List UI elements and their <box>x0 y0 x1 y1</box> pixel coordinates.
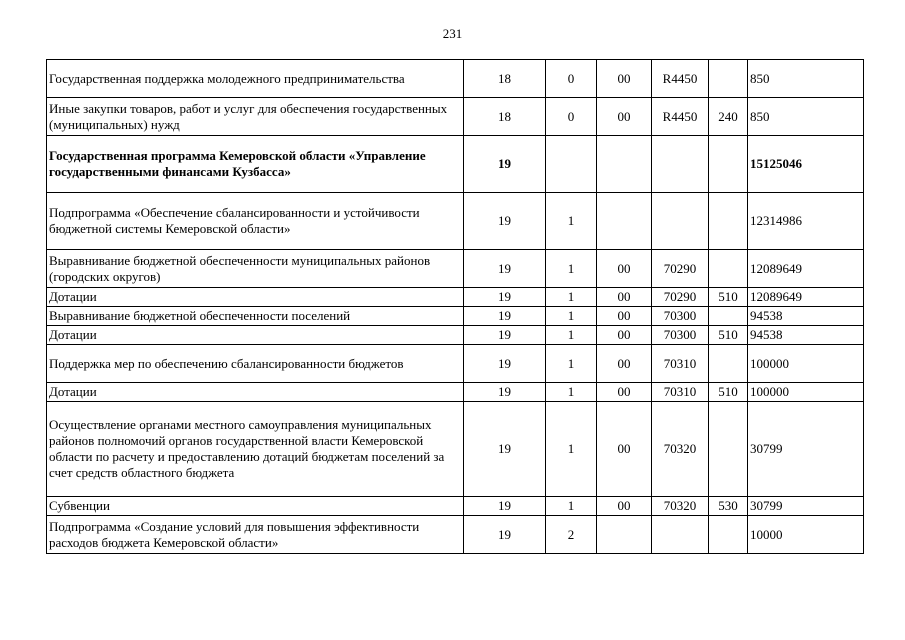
expense-type-code-cell: 510 <box>709 326 748 345</box>
program-code-cell: 19 <box>464 497 546 516</box>
main-event-code-cell <box>597 516 652 554</box>
subprogram-code-cell: 1 <box>546 497 597 516</box>
main-event-code-cell: 00 <box>597 402 652 497</box>
row-name-cell: Субвенции <box>47 497 464 516</box>
direction-code-cell <box>652 193 709 250</box>
amount-cell: 30799 <box>748 402 864 497</box>
row-name-cell: Подпрограмма «Создание условий для повышения эффективности расходов бюджета Кемеровской области» <box>47 516 464 554</box>
direction-code-cell: 70300 <box>652 307 709 326</box>
amount-cell: 10000 <box>748 516 864 554</box>
subprogram-code-cell <box>546 136 597 193</box>
row-name-cell: Подпрограмма «Обеспечение сбалансированности и устойчивости бюджетной системы Кемеровской области» <box>47 193 464 250</box>
expense-type-code-cell <box>709 250 748 288</box>
program-code-cell: 19 <box>464 136 546 193</box>
row-name-cell: Выравнивание бюджетной обеспеченности поселений <box>47 307 464 326</box>
subprogram-code-cell: 1 <box>546 402 597 497</box>
expense-type-code-cell <box>709 516 748 554</box>
table-row <box>47 516 864 554</box>
subprogram-code-cell: 1 <box>546 193 597 250</box>
table-row <box>47 136 864 193</box>
expense-type-code-cell: 530 <box>709 497 748 516</box>
main-event-code-cell: 00 <box>597 98 652 136</box>
expense-type-code-cell <box>709 60 748 98</box>
program-code-cell: 19 <box>464 288 546 307</box>
amount-cell: 15125046 <box>748 136 864 193</box>
row-name-cell: Выравнивание бюджетной обеспеченности муниципальных районов (городских округов) <box>47 250 464 288</box>
table-row <box>47 497 864 516</box>
program-code-cell: 19 <box>464 383 546 402</box>
subprogram-code-cell: 1 <box>546 383 597 402</box>
amount-cell: 100000 <box>748 383 864 402</box>
main-event-code-cell: 00 <box>597 345 652 383</box>
main-event-code-cell <box>597 193 652 250</box>
amount-cell: 94538 <box>748 326 864 345</box>
amount-cell: 12089649 <box>748 250 864 288</box>
table-row <box>47 60 864 98</box>
amount-cell: 850 <box>748 60 864 98</box>
direction-code-cell: 70310 <box>652 383 709 402</box>
program-code-cell: 18 <box>464 98 546 136</box>
table-row <box>47 326 864 345</box>
amount-cell: 30799 <box>748 497 864 516</box>
row-name-cell: Осуществление органами местного самоуправления муниципальных районов полномочий органов государственной власти Кемеровской области по расчету и предоставлению дотаций бюджетам поселений за счет средств областного бюджета <box>47 402 464 497</box>
table-row <box>47 307 864 326</box>
table-row <box>47 402 864 497</box>
subprogram-code-cell: 1 <box>546 250 597 288</box>
main-event-code-cell: 00 <box>597 307 652 326</box>
main-event-code-cell: 00 <box>597 383 652 402</box>
subprogram-code-cell: 0 <box>546 60 597 98</box>
expense-type-code-cell <box>709 402 748 497</box>
program-code-cell: 19 <box>464 326 546 345</box>
table-row <box>47 288 864 307</box>
subprogram-code-cell: 1 <box>546 288 597 307</box>
main-event-code-cell: 00 <box>597 60 652 98</box>
direction-code-cell: 70300 <box>652 326 709 345</box>
main-event-code-cell: 00 <box>597 497 652 516</box>
direction-code-cell: 70290 <box>652 288 709 307</box>
main-event-code-cell: 00 <box>597 326 652 345</box>
program-code-cell: 19 <box>464 250 546 288</box>
program-code-cell: 19 <box>464 516 546 554</box>
program-code-cell: 19 <box>464 307 546 326</box>
direction-code-cell: 70290 <box>652 250 709 288</box>
program-code-cell: 19 <box>464 193 546 250</box>
direction-code-cell: 70310 <box>652 345 709 383</box>
expense-type-code-cell <box>709 345 748 383</box>
amount-cell: 94538 <box>748 307 864 326</box>
subprogram-code-cell: 0 <box>546 98 597 136</box>
direction-code-cell: R4450 <box>652 98 709 136</box>
row-name-cell: Дотации <box>47 326 464 345</box>
direction-code-cell <box>652 516 709 554</box>
subprogram-code-cell: 2 <box>546 516 597 554</box>
row-name-cell: Дотации <box>47 383 464 402</box>
page-number: 231 <box>442 26 463 41</box>
table-row <box>47 193 864 250</box>
table-row <box>47 250 864 288</box>
expense-type-code-cell <box>709 193 748 250</box>
subprogram-code-cell: 1 <box>546 345 597 383</box>
amount-cell: 12089649 <box>748 288 864 307</box>
main-event-code-cell <box>597 136 652 193</box>
expense-type-code-cell: 510 <box>709 383 748 402</box>
program-code-cell: 19 <box>464 402 546 497</box>
expense-type-code-cell <box>709 307 748 326</box>
expense-type-code-cell <box>709 136 748 193</box>
direction-code-cell <box>652 136 709 193</box>
program-code-cell: 18 <box>464 60 546 98</box>
subprogram-code-cell: 1 <box>546 326 597 345</box>
direction-code-cell: 70320 <box>652 402 709 497</box>
table-row <box>47 98 864 136</box>
expense-type-code-cell: 240 <box>709 98 748 136</box>
table-row <box>47 383 864 402</box>
amount-cell: 850 <box>748 98 864 136</box>
expense-type-code-cell: 510 <box>709 288 748 307</box>
table-row <box>47 345 864 383</box>
subprogram-code-cell: 1 <box>546 307 597 326</box>
row-name-cell: Иные закупки товаров, работ и услуг для обеспечения государственных (муниципальных) нужд <box>47 98 464 136</box>
direction-code-cell: R4450 <box>652 60 709 98</box>
program-code-cell: 19 <box>464 345 546 383</box>
amount-cell: 100000 <box>748 345 864 383</box>
amount-cell: 12314986 <box>748 193 864 250</box>
main-event-code-cell: 00 <box>597 250 652 288</box>
direction-code-cell: 70320 <box>652 497 709 516</box>
row-name-cell: Дотации <box>47 288 464 307</box>
row-name-cell: Государственная поддержка молодежного предпринимательства <box>47 60 464 98</box>
main-event-code-cell: 00 <box>597 288 652 307</box>
row-name-cell: Поддержка мер по обеспечению сбалансированности бюджетов <box>47 345 464 383</box>
budget-table <box>46 59 864 554</box>
row-name-cell: Государственная программа Кемеровской области «Управление государственными финансами Кузбасса» <box>47 136 464 193</box>
